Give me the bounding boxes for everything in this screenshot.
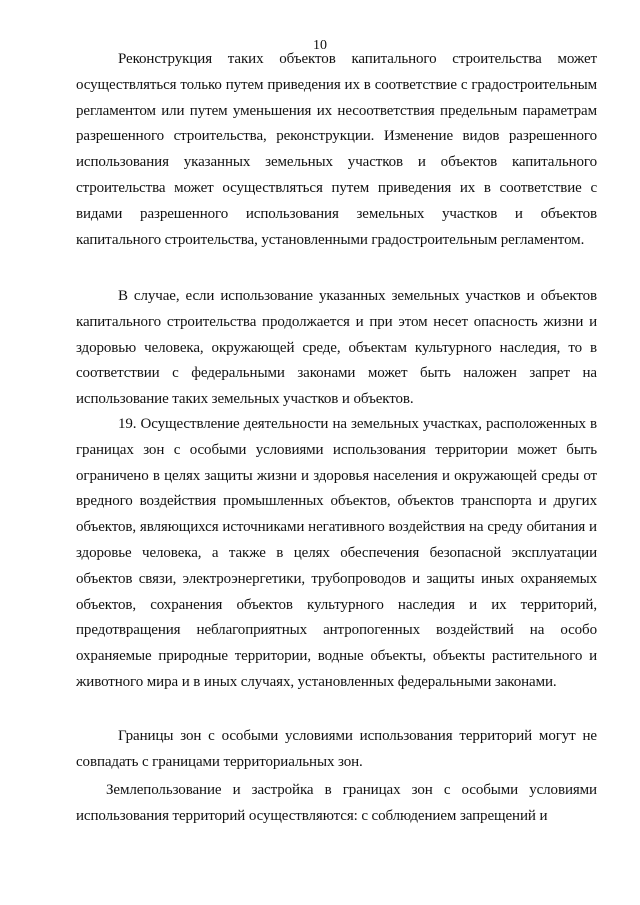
paragraph-zone-borders	[76, 724, 597, 776]
paragraph-text: Реконструкция таких объектов капитального строительства может осуществляться только путем приведения их в соответствие с градостроительным регламентом или путем уменьшения их несоответствия предельным параметрам разрешенного строительства, реконструкции. Изменение видов разрешенного использования указанных земельных участков и объектов капитального строительства может осуществляться путем приведения их в соответствие с видами разрешенного использования земельных участков и объектов капитального строительства, установленными градостроительным регламентом.	[76, 51, 597, 248]
paragraph-reconstruction	[76, 47, 597, 253]
paragraph-text: 19. Осуществление деятельности на земельных участках, расположенных в границах зон с особыми условиями использования территории может быть ограничено в целях защиты жизни и здоровья населения и окружающей среды от вредного воздействия промышленных объектов, объектов транспорта и других объектов, являющихся источниками негативного воздействия на среду обитания и здоровье человека, а также в целях обеспечения безопасной эксплуатации объектов связи, электроэнергетики, трубопроводов и защиты иных охраняемых объектов, сохранения объектов культурного наследия и их территорий, предотвращения неблагоприятных антропогенных воздействий на особо охраняемые природные территории, водные объекты, объекты растительного и животного мира и в иных случаях, установленных федеральными законами.	[76, 416, 597, 690]
paragraph-danger-prohibition	[76, 284, 597, 413]
paragraph-text: В случае, если использование указанных земельных участков и объектов капитального строительства продолжается и при этом несет опасность жизни и здоровью человека, окружающей среде, объектам культурного наследия, то в соответствии с федеральными законами может быть наложен запрет на использование таких земельных участков и объектов.	[76, 288, 597, 408]
paragraph-text: Границы зон с особыми условиями использования территорий могут не совпадать с границами территориальных зон.	[76, 728, 597, 770]
paragraph-item-19	[76, 412, 597, 696]
paragraph-land-use	[76, 778, 597, 830]
page-number: 10	[313, 38, 327, 53]
paragraph-text: Землепользование и застройка в границах зон с особыми условиями использования территорий осуществляются: с соблюдением запрещений и	[76, 782, 597, 824]
